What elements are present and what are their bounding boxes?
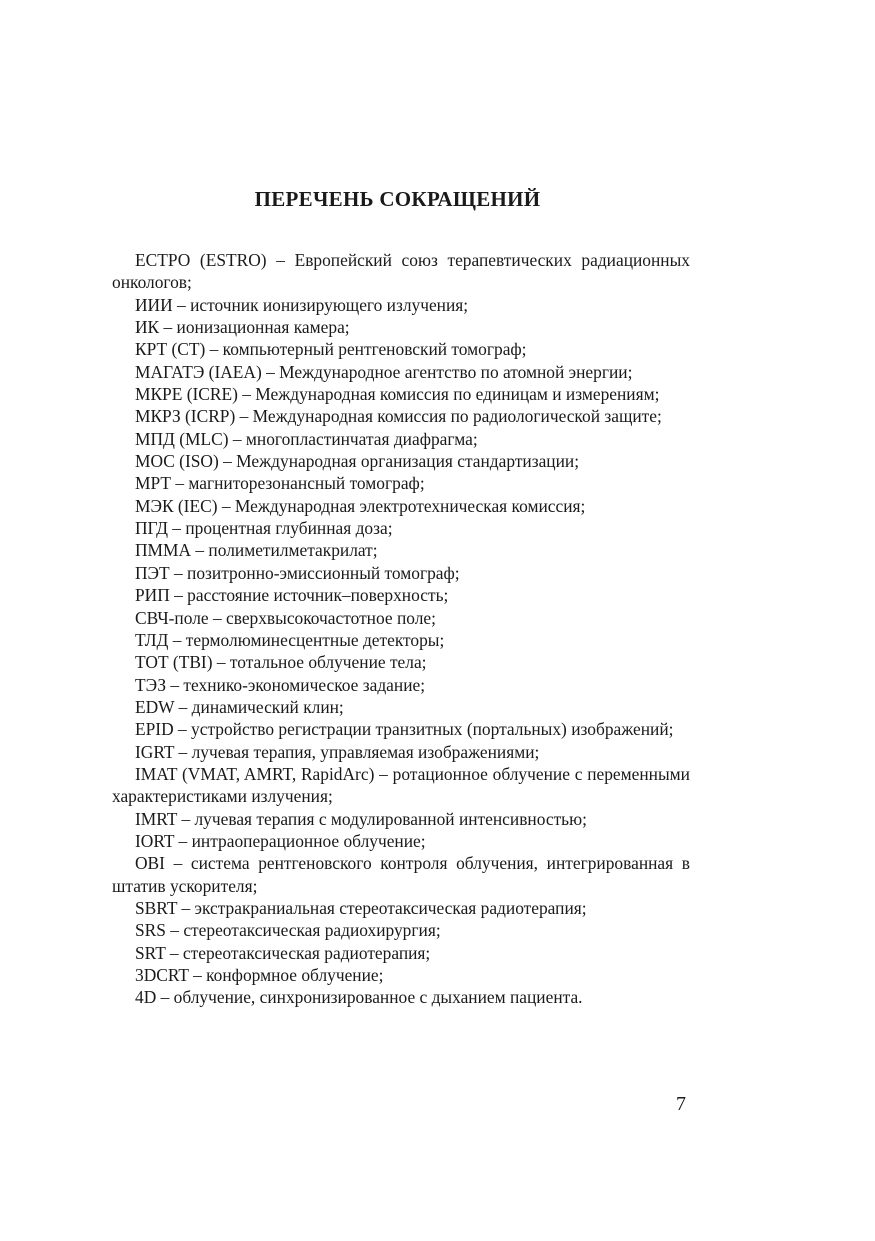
list-item: ПЭТ – позитронно-эмиссионный томограф; <box>135 562 460 583</box>
list-item: SRT – стереотаксическая радиотерапия; <box>135 942 431 963</box>
list-item: МОС (ISO) – Международная организация стандартизации; <box>135 451 580 472</box>
list-item: ПГД – процентная глубинная доза; <box>135 518 393 539</box>
list-item: ТЭЗ – технико-экономическое задание; <box>135 674 426 695</box>
list-item: IGRT – лучевая терапия, управляемая изображениями; <box>135 741 540 762</box>
list-item: SRS – стереотаксическая радиохирургия; <box>135 920 441 941</box>
list-item: ЕСТРО (ESTRO) – Европейский союз терапевтических радиационных онкологов; <box>112 250 690 293</box>
list-item: ИИИ – источник ионизирующего излучения; <box>135 294 469 315</box>
list-item: IMRT – лучевая терапия с модулированной интенсивностью; <box>135 808 587 829</box>
list-item: МКРЗ (ICRP) – Международная комиссия по радиологической защите; <box>135 406 662 427</box>
list-item: СВЧ-поле – сверхвысокочастотное поле; <box>135 607 436 628</box>
list-item: МАГАТЭ (IAEA) – Международное агентство по атомной энергии; <box>135 361 633 382</box>
list-item: OBI – система рентгеновского контроля облучения, интегрированная в штатив ускорителя; <box>112 853 690 896</box>
list-item: 3DCRT – конформное облучение; <box>135 965 384 985</box>
list-item: МПД (MLC) – многопластинчатая диафрагма; <box>135 428 478 449</box>
list-item: ИК – ионизационная камера; <box>135 317 350 338</box>
list-item: РИП – расстояние источник–поверхность; <box>135 585 449 606</box>
list-item: IMAT (VMAT, AMRT, RapidArc) – ротационное облучение с переменными характеристиками излучения; <box>112 763 690 807</box>
list-item: МЭК (IEC) – Международная электротехническая комиссия; <box>135 495 586 516</box>
list-item: 4D – облучение, синхронизированное с дыханием пациента. <box>135 987 583 1008</box>
list-item: МКРЕ (ICRE) – Международная комиссия по единицам и измерениям; <box>135 384 660 405</box>
list-item: ПММА – полиметилметакрилат; <box>135 540 378 561</box>
page-number: 7 <box>676 1093 686 1115</box>
list-item: SBRT – экстракраниальная стереотаксическая радиотерапия; <box>135 897 587 918</box>
list-item: ТЛД – термолюминесцентные детекторы; <box>135 629 445 650</box>
list-item: EPID – устройство регистрации транзитных (портальных) изображений; <box>135 719 674 740</box>
list-item: EDW – динамический клин; <box>135 696 344 717</box>
list-item: ТОТ (TBI) – тотальное облучение тела; <box>135 652 427 673</box>
list-item: КРТ (СТ) – компьютерный рентгеновский томограф; <box>135 339 527 360</box>
list-item: МРТ – магниторезонансный томограф; <box>135 473 425 494</box>
abbreviation-list <box>112 249 690 1009</box>
page-title: ПЕРЕЧЕНЬ СОКРАЩЕНИЙ <box>254 187 541 211</box>
list-item: IORT – интраоперационное облучение; <box>135 830 426 851</box>
